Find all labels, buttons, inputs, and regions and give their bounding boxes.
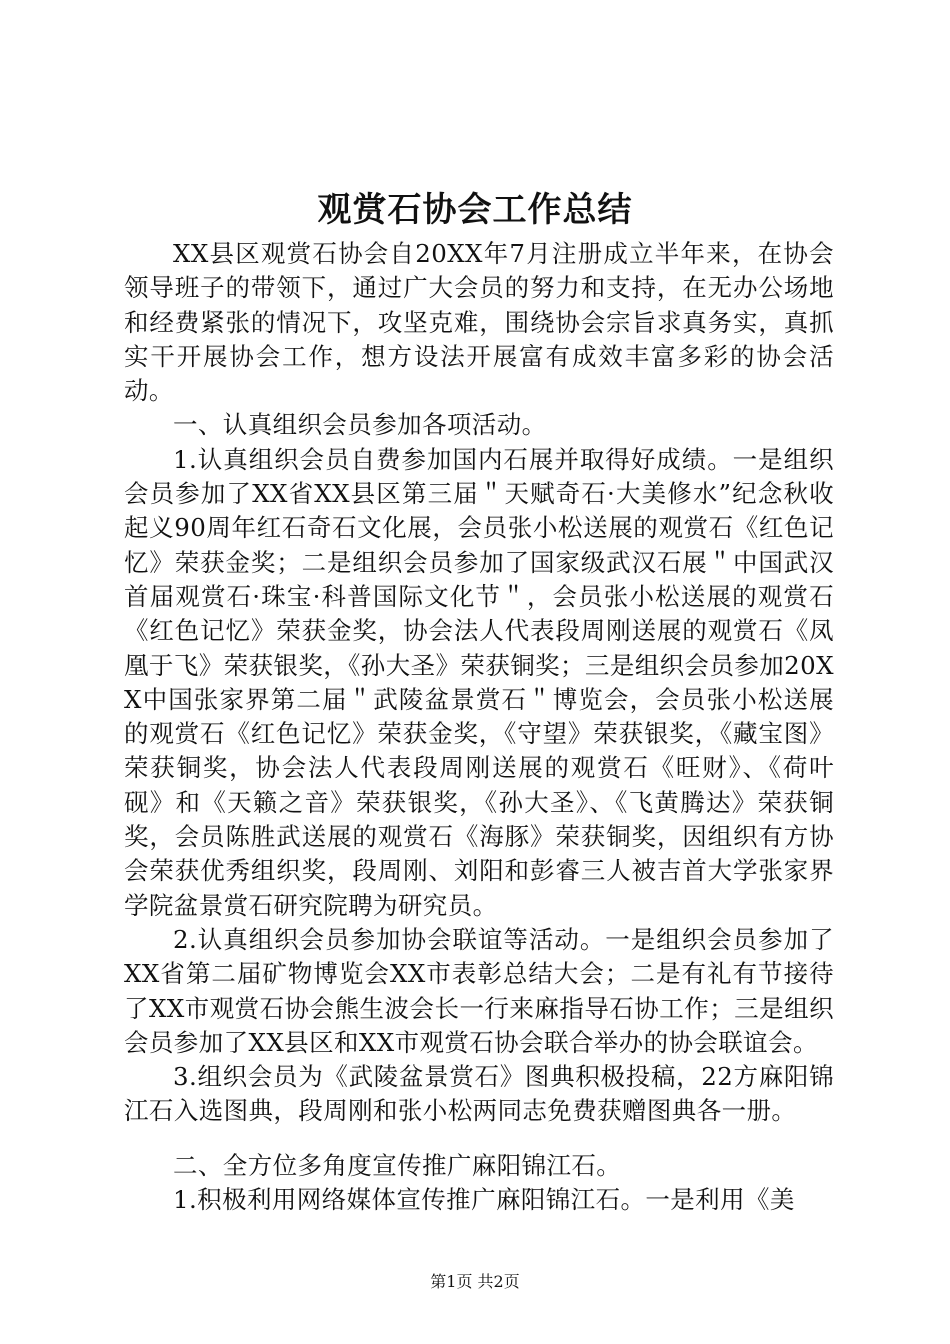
section-heading-2: 二、全方位多角度宣传推广麻阳锦江石。 bbox=[173, 1150, 622, 1180]
paragraph-item-1-3: 3.组织会员为《武陵盆景赏石》图典积极投稿，22方麻阳锦江石入选图典，段周刚和张小松两同志免费获赠图典各一册。 bbox=[124, 1062, 834, 1126]
section-heading-1: 一、认真组织会员参加各项活动。 bbox=[173, 410, 547, 440]
document-body bbox=[124, 237, 834, 1217]
paragraph-intro: XX县区观赏石协会自20XX年7月注册成立半年来，在协会领导班子的带领下，通过广大会员的努力和支持，在无办公场地和经费紧张的情况下，攻坚克难，围绕协会宗旨求真务实，真抓实干开展协会工作，想方设法开展富有成效丰富多彩的协会活动。 bbox=[124, 239, 834, 406]
paragraph-item-1-1: 1.认真组织会员自费参加国内石展并取得好成绩。一是组织会员参加了XX省XX县区第三届＂天赋奇石·大美修水”纪念秋收起义90周年红石奇石文化展，会员张小松送展的观赏石《红色记忆》荣获金奖；二是组织会员参加了国家级武汉石展＂中国武汉首届观赏石·珠宝·科普国际文化节＂，会员张小松送展的观赏石《红色记忆》荣获金奖，协会法人代表段周刚送展的观赏石《凤凰于飞》荣获银奖，《孙大圣》荣获铜奖；三是组织会员参加20XX中国张家界第二届＂武陵盆景赏石＂博览会，会员张小松送展的观赏石《红色记忆》荣获金奖，《守望》荣获银奖，《藏宝图》荣获铜奖，协会法人代表段周刚送展的观赏石《旺财》、《荷叶砚》和《天籁之音》荣获银奖，《孙大圣》、《飞黄腾达》荣获铜奖，会员陈胜武送展的观赏石《海豚》荣获铜奖，因组织有方协会荣获优秀组织奖，段周刚、刘阳和彭睿三人被吉首大学张家界学院盆景赏石研究院聘为研究员。 bbox=[124, 444, 834, 920]
paragraph-item-2-1: 1.积极利用网络媒体宣传推广麻阳锦江石。一是利用《美 bbox=[173, 1185, 795, 1215]
page-footer: 第1页 共2页 bbox=[430, 1272, 520, 1291]
document-title: 观赏石协会工作总结 bbox=[317, 190, 633, 230]
paragraph-item-1-2: 2.认真组织会员参加协会联谊等活动。一是组织会员参加了XX省第二届矿物博览会XX市表彰总结大会；二是有礼有节接待了XX市观赏石协会熊生波会长一行来麻指导石协工作；三是组织会员参加了XX县区和XX市观赏石协会联合举办的协会联谊会。 bbox=[124, 924, 834, 1057]
